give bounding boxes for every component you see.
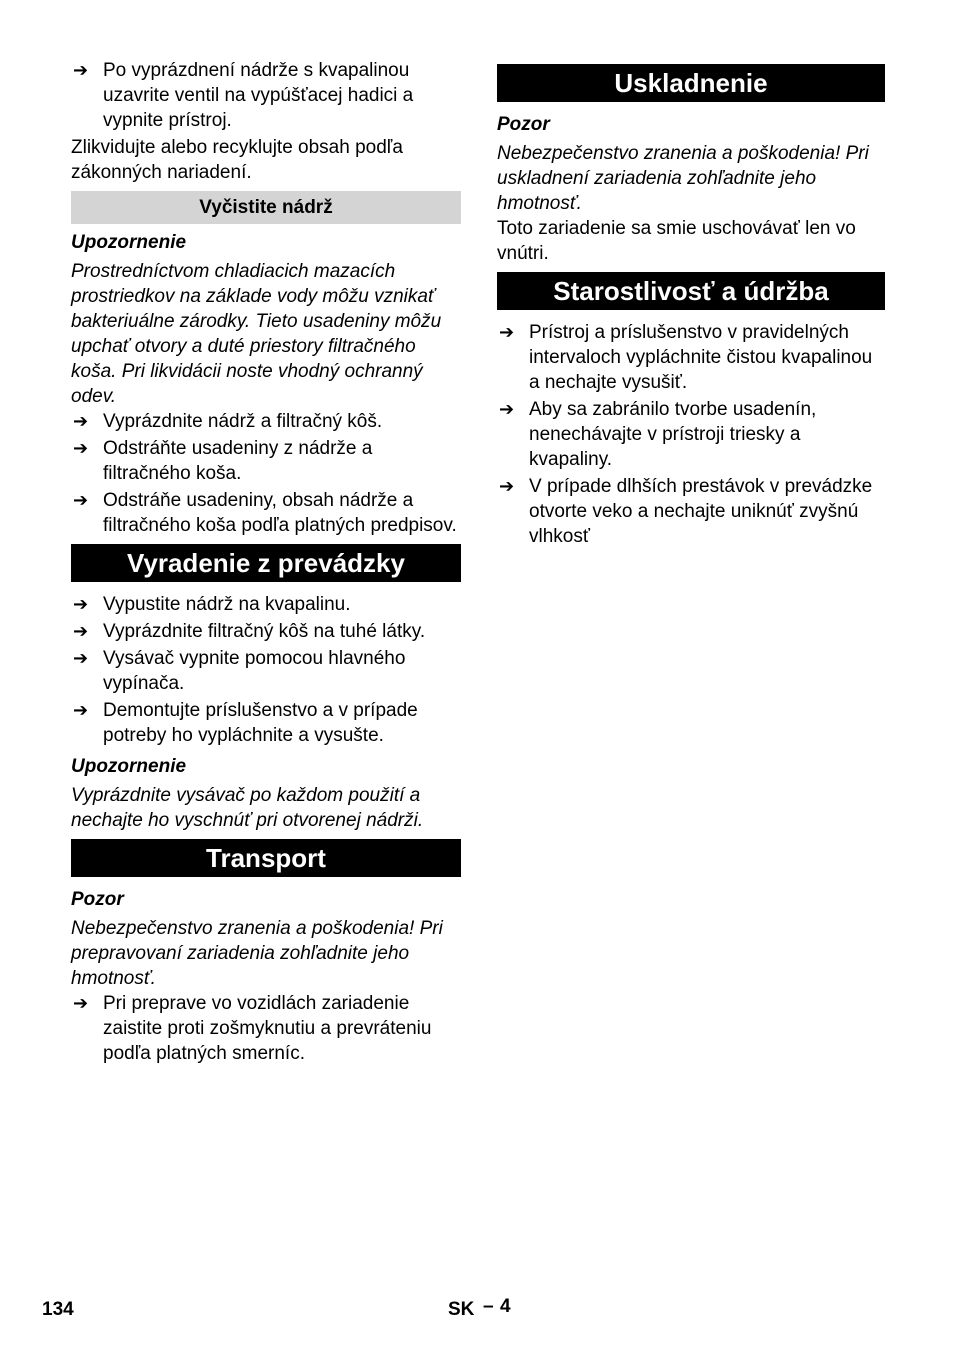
note-title: Pozor	[497, 114, 550, 135]
arrow-right-icon: ➔	[73, 438, 89, 459]
arrow-right-icon: ➔	[73, 490, 89, 511]
list-item: ➔ Prístroj a príslušenstvo v pravidelných intervaloch vypláchnite čistou kvapalinou a nechajte vysušiť.	[499, 322, 873, 393]
list-item: ➔ Vyprázdnite nádrž a filtračný kôš.	[73, 411, 383, 432]
arrow-right-icon: ➔	[73, 700, 89, 721]
arrow-right-icon: ➔	[73, 993, 89, 1014]
section-heading-transport: Transport	[71, 839, 461, 877]
list-item: ➔ V prípade dlhších prestávok v prevádzke otvorte veko a nechajte uniknúť zvyšnú vlhkosť	[499, 476, 873, 547]
list-item: ➔ Pri preprave vo vozidlách zariadenie zaistite proti zošmyknutiu a prevráteniu podľa platných smerníc.	[73, 993, 432, 1064]
list-item: ➔ Po vyprázdnení nádrže s kvapalinou uzavrite ventil na vypúšťacej hadici a vypnite prístroj.	[73, 60, 414, 131]
arrow-right-icon: ➔	[73, 648, 89, 669]
arrow-right-icon: ➔	[73, 411, 89, 432]
section-heading-care: Starostlivosť a údržba	[497, 272, 885, 310]
list-item: ➔ Odstráňe usadeniny, obsah nádrže a filtračného koša podľa platných predpisov.	[73, 490, 457, 536]
note-text: Nebezpečenstvo zranenia a poškodenia! Pri prepravovaní zariadenia zohľadnite jeho hmotnosť.	[71, 918, 443, 989]
note-text: Vyprázdnite vysávač po každom použití a nechajte ho vyschnúť pri otvorenej nádrži.	[71, 785, 424, 831]
section-heading-clean-tank: Vyčistite nádrž	[71, 191, 461, 224]
footer-dash: –	[483, 1296, 494, 1317]
section-heading-storage: Uskladnenie	[497, 64, 885, 102]
list-item: ➔ Demontujte príslušenstvo a v prípade potreby ho vypláchnite a vysušte.	[73, 700, 418, 746]
list-item: ➔ Vyprázdnite filtračný kôš na tuhé látky.	[73, 621, 426, 642]
section-heading-decommission: Vyradenie z prevádzky	[71, 544, 461, 582]
page-number: 134	[42, 1299, 74, 1320]
note-title: Upozornenie	[71, 756, 187, 777]
note-text: Nebezpečenstvo zranenia a poškodenia! Pri uskladnení zariadenia zohľadnite jeho hmotnosť.	[497, 143, 869, 214]
section-number: 4	[500, 1296, 511, 1317]
note-text: Prostredníctvom chladiacich mazacích prostriedkov na základe vody môžu vznikať bakteriuálne zárodky. Tieto usadeniny môžu upchať otvory a duté priestory filtračného koša. Pri likvidácii noste vhodný ochranný odev.	[71, 261, 442, 407]
arrow-right-icon: ➔	[499, 399, 515, 420]
list-item: ➔ Aby sa zabránilo tvorbe usadenín, nenechávajte v prístroji triesky a kvapaliny.	[499, 399, 817, 470]
list-item: ➔ Vypustite nádrž na kvapalinu.	[73, 594, 351, 615]
arrow-right-icon: ➔	[499, 476, 515, 497]
paragraph: Zlikvidujte alebo recyklujte obsah podľa zákonných nariadení.	[71, 137, 403, 183]
paragraph: Toto zariadenie sa smie uschovávať len vo vnútri.	[497, 218, 856, 264]
note-title: Pozor	[71, 889, 124, 910]
arrow-right-icon: ➔	[73, 60, 89, 81]
list-item: ➔ Vysávač vypnite pomocou hlavného vypínača.	[73, 648, 406, 694]
language-code: SK	[448, 1299, 475, 1320]
left-column	[71, 58, 461, 1068]
arrow-right-icon: ➔	[73, 621, 89, 642]
list-item: ➔ Odstráňte usadeniny z nádrže a filtračného koša.	[73, 438, 373, 484]
arrow-right-icon: ➔	[73, 594, 89, 615]
note-title: Upozornenie	[71, 232, 187, 253]
arrow-right-icon: ➔	[499, 322, 515, 343]
right-column	[497, 58, 885, 551]
